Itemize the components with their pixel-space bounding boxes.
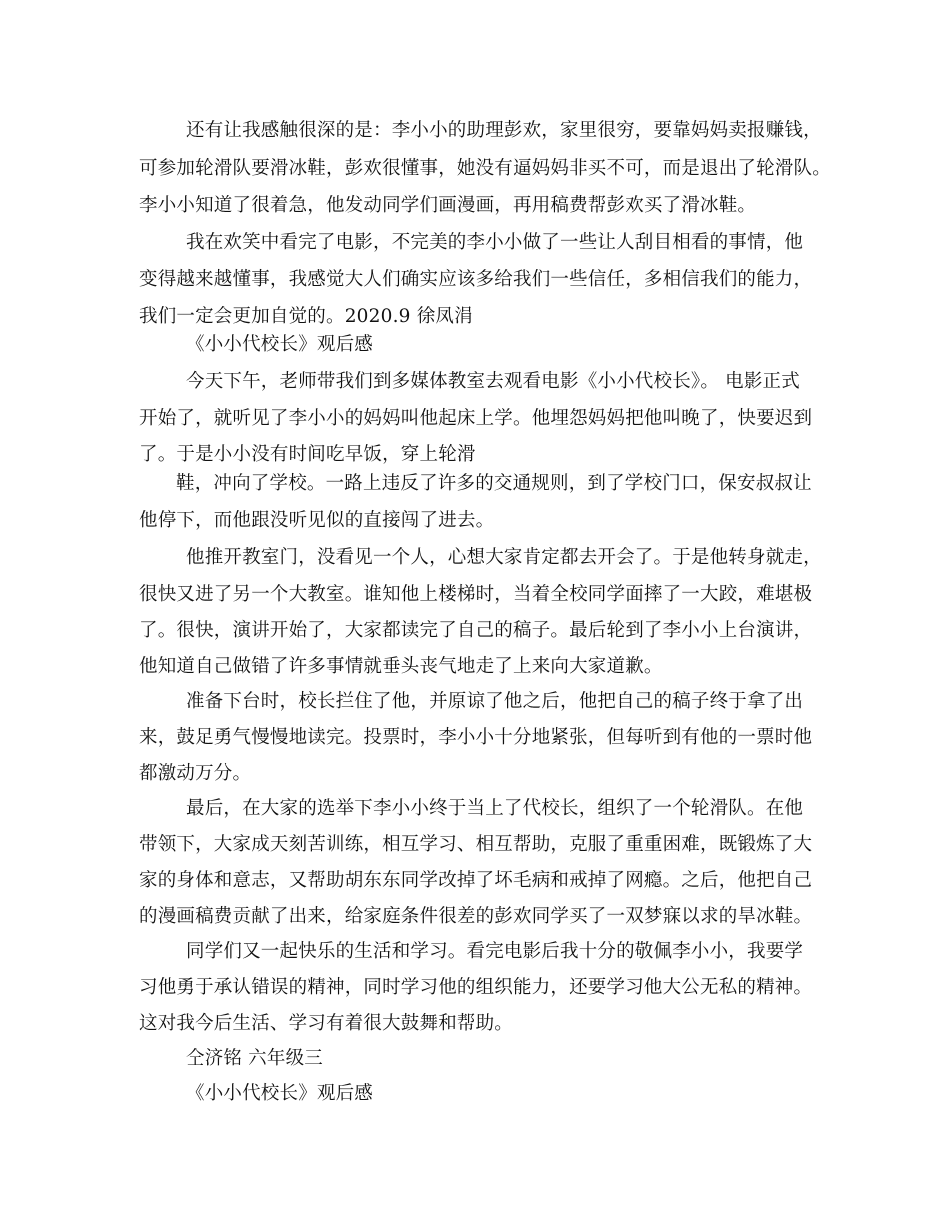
text-line: 他推开教室门，没看见一个人，心想大家肯定都去开会了。于是他转身就走， (186, 547, 822, 568)
section-title: 《小小代校长》观后感 (186, 334, 374, 355)
text-line: 还有让我感触很深的是：李小小的助理彭欢，家里很穷，要靠妈妈卖报赚钱， (186, 120, 822, 141)
text-line: 我在欢笑中看完了电影，不完美的李小小做了一些让人刮目相看的事情，他 (186, 232, 804, 253)
text-line: 开始了，就听见了李小小的妈妈叫他起床上学。他埋怨妈妈把他叫晚了，快要迟到 (139, 408, 813, 429)
author-line: 仝济铭 六年级三 (186, 1048, 323, 1069)
text-line: 李小小知道了很着急，他发动同学们画漫画，再用稿费帮彭欢买了滑冰鞋。 (139, 195, 757, 216)
text-line: 准备下台时，校长拦住了他，并原谅了他之后，他把自己的稿子终于拿了出 (186, 691, 804, 712)
text-line: 带领下，大家成天刻苦训练，相互学习、相互帮助，克服了重重困难，既锻炼了大 (139, 834, 813, 855)
text-line: 家的身体和意志，又帮助胡东东同学改掉了坏毛病和戒掉了网瘾。之后，他把自己 (139, 870, 813, 891)
text-line: 他停下，而他跟没听见似的直接闯了进去。 (139, 510, 495, 531)
text-line: 同学们又一起快乐的生活和学习。看完电影后我十分的敬佩李小小，我要学 (186, 941, 804, 962)
section-title: 《小小代校长》观后感 (186, 1083, 374, 1104)
text-line: 的漫画稿费贡献了出来，给家庭条件很差的彭欢同学买了一双梦寐以求的旱冰鞋。 (139, 906, 813, 927)
text-line: 最后，在大家的选举下李小小终于当上了代校长，组织了一个轮滑队。在他 (186, 798, 804, 819)
text-line: 变得越来越懂事，我感觉大人们确实应该多给我们一些信任，多相信我们的能力， (139, 269, 813, 290)
text-line: 这对我今后生活、学习有着很大鼓舞和帮助。 (139, 1013, 514, 1034)
text-line: 很快又进了另一个大教室。谁知他上楼梯时，当着全校同学面摔了一大跤，难堪极 (139, 584, 813, 605)
text-line: 了。于是小小没有时间吃早饭，穿上轮滑 (139, 444, 476, 465)
text-line: 我们一定会更加自觉的。2020.9 徐凤涓 (139, 306, 473, 327)
text-line: 他知道自己做错了许多事情就垂头丧气地走了上来向大家道歉。 (139, 656, 663, 677)
text-line: 鞋，冲向了学校。一路上违反了许多的交通规则，到了学校门口，保安叔叔让 (176, 473, 812, 494)
text-line: 了。很快，演讲开始了，大家都读完了自己的稿子。最后轮到了李小小上台演讲， (139, 620, 813, 641)
text-line: 都激动万分。 (139, 763, 252, 784)
text-line: 今天下午，老师带我们到多媒体教室去观看电影《小小代校长》。 电影正式 (186, 371, 800, 392)
text-line: 可参加轮滑队要滑冰鞋，彭欢很懂事，她没有逼妈妈非买不可，而是退出了轮滑队。 (139, 158, 831, 179)
text-line: 习他勇于承认错误的精神，同时学习他的组织能力，还要学习他大公无私的精神。 (139, 977, 813, 998)
text-line: 来，鼓足勇气慢慢地读完。投票时，李小小十分地紧张，但每听到有他的一票时他 (139, 727, 813, 748)
